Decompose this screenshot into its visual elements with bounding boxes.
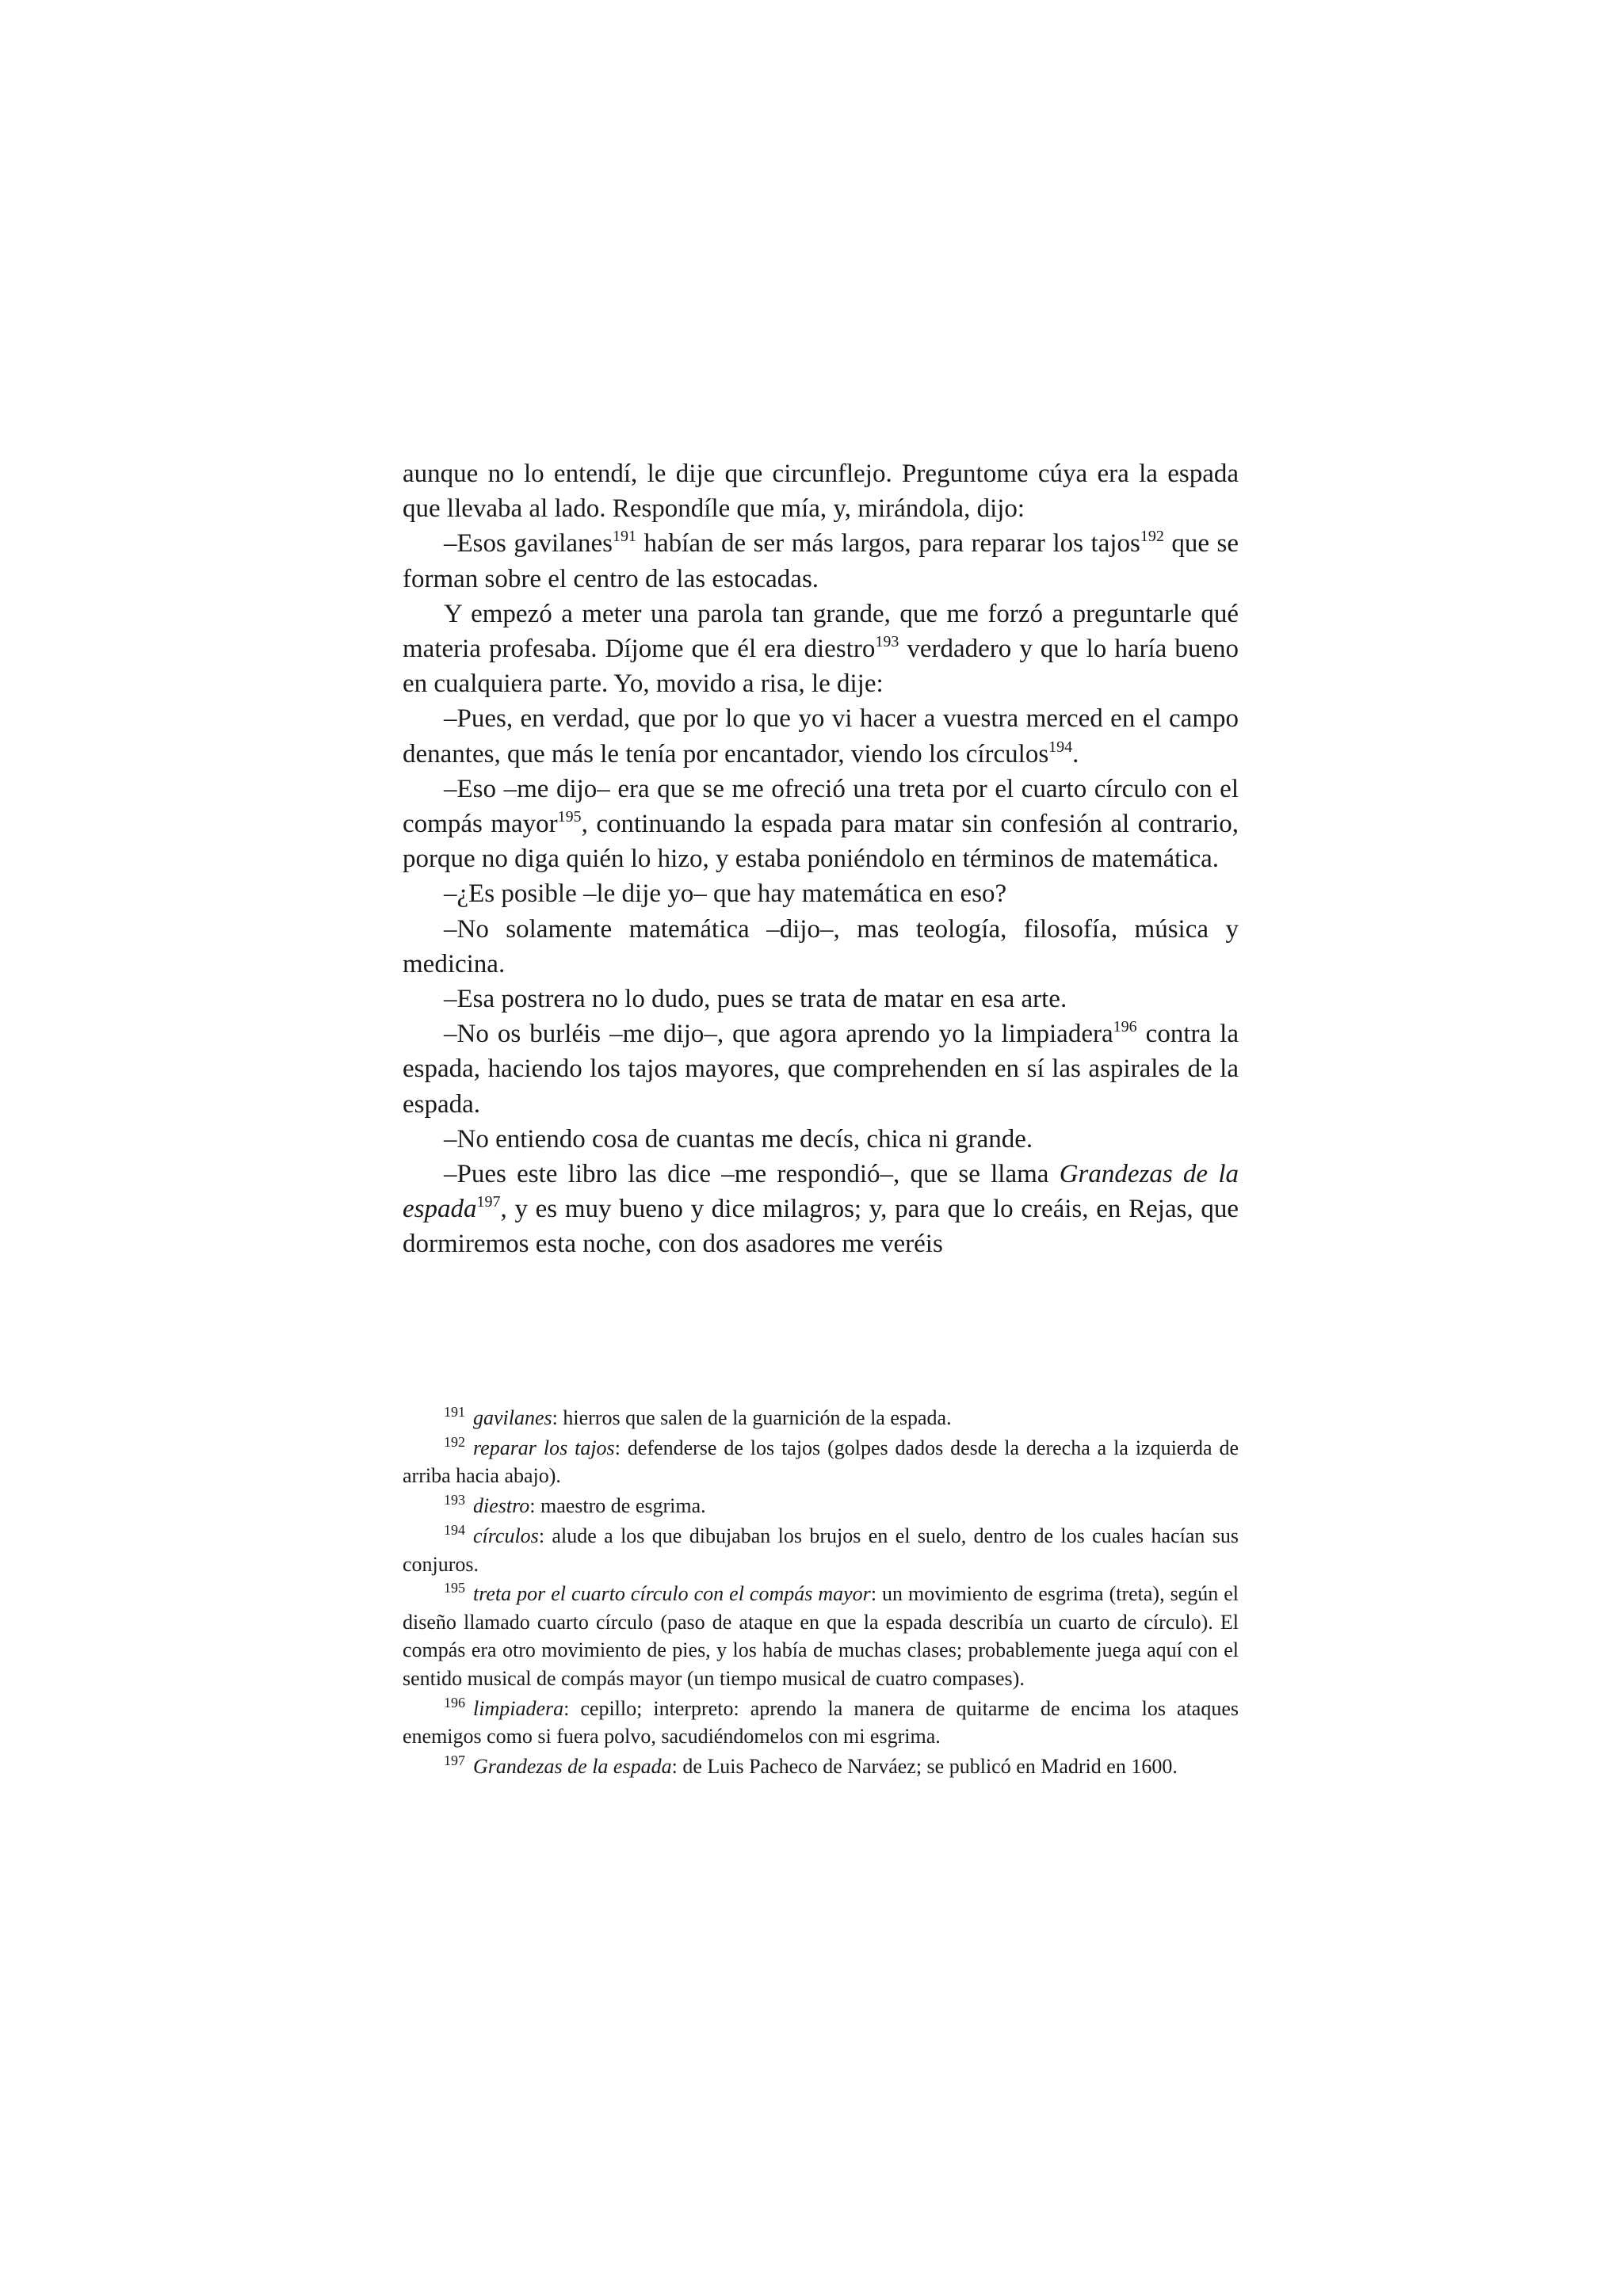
paragraph <box>403 1157 1239 1262</box>
paragraph-text: que se forman sobre el centro de las estocadas. <box>403 529 1239 593</box>
footnote-number: 193 <box>444 1492 465 1508</box>
paragraph-text: –No entiendo cosa de cuantas me decís, chica ni grande. <box>444 1124 1033 1154</box>
paragraph <box>403 772 1239 877</box>
footnote-reference[interactable]: 194 <box>1048 738 1073 756</box>
footnote-term: Grandezas de la espada <box>473 1754 672 1778</box>
footnote-term: limpiadera <box>473 1696 564 1720</box>
footnote-number: 196 <box>444 1694 465 1711</box>
paragraph-text: –Esa postrera no lo dudo, pues se trata de matar en esa arte. <box>444 985 1067 1014</box>
paragraph-text: Y empezó a meter una parola tan grande, que me forzó a preguntarle qué materia profesaba. Díjome que él era diestro <box>403 599 1239 664</box>
paragraph <box>403 1016 1239 1122</box>
paragraph <box>403 597 1239 702</box>
paragraph-text: habían de ser más largos, para reparar los tajos <box>636 529 1140 559</box>
paragraph <box>403 876 1239 911</box>
paragraph-text: aunque no lo entendí, le dije que circunflejo. Preguntome cúya era la espada que llevaba al lado. Respondíle que mía, y, mirándola, dijo: <box>403 460 1239 524</box>
footnote-reference[interactable]: 195 <box>557 808 582 826</box>
footnote-reference[interactable]: 191 <box>613 528 636 546</box>
paragraph <box>403 1122 1239 1157</box>
main-text <box>403 456 1239 1262</box>
paragraph-text: –¿Es posible –le dije yo– que hay matemática en eso? <box>444 879 1007 909</box>
footnote <box>403 1492 1239 1520</box>
footnote-term: treta por el cuarto círculo con el compás mayor <box>473 1582 871 1606</box>
paragraph <box>403 701 1239 771</box>
book-title: Grandezas de la espada <box>403 1160 1239 1224</box>
footnote <box>403 1522 1239 1578</box>
footnote-number: 197 <box>444 1752 465 1768</box>
footnote-term: reparar los tajos <box>473 1436 615 1459</box>
paragraph-text: , continuando la espada para matar sin confesión al contrario, porque no diga quién lo hizo, y estaba poniéndolo en términos de matemática. <box>403 810 1239 874</box>
footnote-number: 195 <box>444 1580 465 1596</box>
footnote <box>403 1404 1239 1432</box>
footnote-term: gavilanes <box>473 1406 552 1429</box>
footnote <box>403 1695 1239 1751</box>
footnote-reference[interactable]: 197 <box>476 1193 501 1211</box>
footnote-reference[interactable]: 192 <box>1140 528 1164 546</box>
footnote-text: : maestro de esgrima. <box>529 1494 706 1518</box>
paragraph-text: . <box>1072 739 1079 769</box>
footnote-text: : un movimiento de esgrima (treta), según el diseño llamado cuarto círculo (paso de ataque en que la espada describía un cuarto de círculo). El compás era otro movimiento de pies, y los había de muchas clases; probablemente juega aquí con el sentido musical de compás mayor (un tiempo musical de cuatro compases). <box>403 1582 1239 1690</box>
paragraph <box>403 982 1239 1016</box>
footnote-text: : defenderse de los tajos (golpes dados desde la derecha a la izquierda de arriba hacia abajo). <box>403 1436 1239 1488</box>
footnote-number: 194 <box>444 1522 465 1539</box>
paragraph-text: –Pues este libro las dice –me respondió–, que se llama <box>444 1160 1060 1189</box>
paragraph-text: verdadero y que lo haría bueno en cualquiera parte. Yo, movido a risa, le dije: <box>403 635 1239 699</box>
paragraph-text: contra la espada, haciendo los tajos mayores, que comprehenden en sí las aspirales de la espada. <box>403 1020 1239 1119</box>
paragraph-text: –Eso –me dijo– era que se me ofreció una treta por el cuarto círculo con el compás mayor <box>403 774 1239 839</box>
footnote-number: 192 <box>444 1433 465 1450</box>
footnote-reference[interactable]: 193 <box>875 633 899 651</box>
paragraph-text: –Esos gavilanes <box>444 529 613 559</box>
paragraph <box>403 912 1239 982</box>
footnote <box>403 1753 1239 1780</box>
footnote-term: círculos <box>473 1524 539 1548</box>
footnote-text: : cepillo; interpreto: aprendo la manera de quitarme de encima los ataques enemigos como si fuera polvo, sacudiéndomelos con mi esgrima. <box>403 1696 1239 1748</box>
footnote-text: : alude a los que dibujaban los brujos en el suelo, dentro de los cuales hacían sus conjuros. <box>403 1524 1239 1576</box>
paragraph-text: –Pues, en verdad, que por lo que yo vi hacer a vuestra merced en el campo denantes, que más le tenía por encantador, viendo los círculos <box>403 704 1239 769</box>
footnote-number: 191 <box>444 1404 465 1420</box>
footnote-reference[interactable]: 196 <box>1113 1018 1137 1036</box>
footnote-term: diestro <box>473 1494 530 1518</box>
paragraph <box>403 456 1239 526</box>
paragraph-text: –No solamente matemática –dijo–, mas teología, filosofía, música y medicina. <box>403 914 1239 978</box>
footnote <box>403 1580 1239 1692</box>
footnotes <box>403 1404 1239 1783</box>
footnote-text: : de Luis Pacheco de Narváez; se publicó en Madrid en 1600. <box>671 1754 1178 1778</box>
footnote-text: : hierros que salen de la guarnición de la espada. <box>552 1406 952 1429</box>
paragraph-text: , y es muy bueno y dice milagros; y, para que lo creáis, en Rejas, que dormiremos esta noche, con dos asadores me veréis <box>403 1195 1239 1259</box>
footnote <box>403 1434 1239 1490</box>
paragraph-text: –No os burléis –me dijo–, que agora aprendo yo la limpiadera <box>444 1020 1113 1049</box>
paragraph <box>403 526 1239 596</box>
